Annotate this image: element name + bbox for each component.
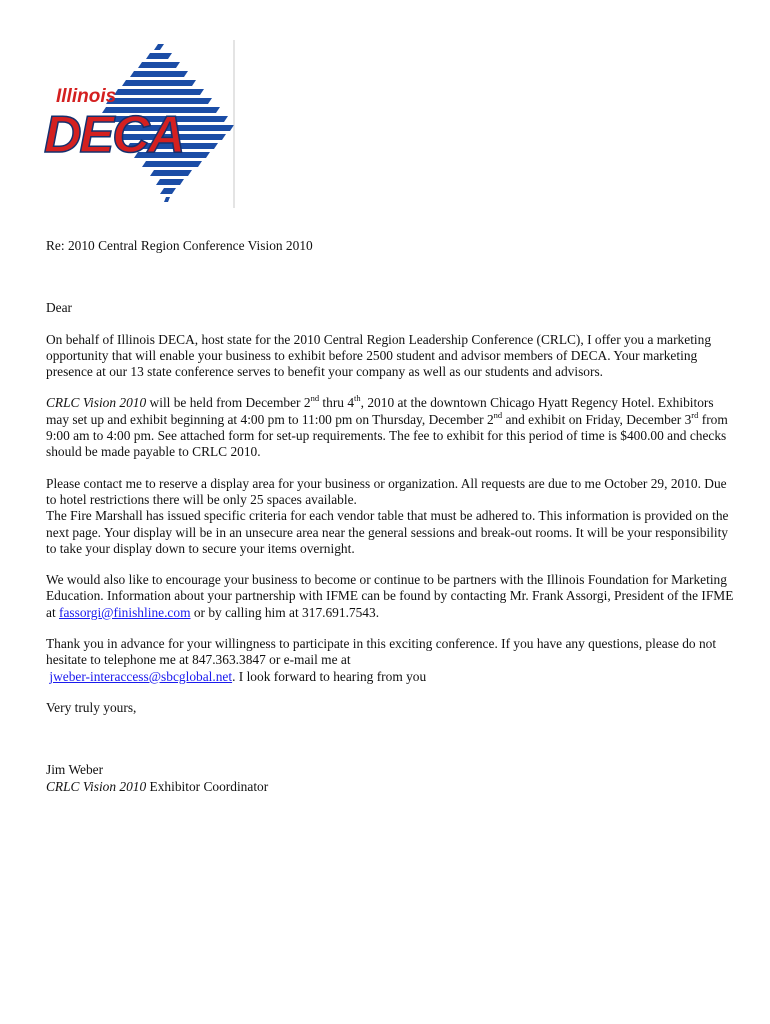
signer-title: CRLC Vision 2010 Exhibitor Coordinator — [46, 778, 269, 794]
coordinator-email-link[interactable]: jweber-interaccess@sbcglobal.net — [49, 668, 233, 684]
letter-body — [46, 238, 736, 795]
deca-diamond-emblem — [40, 40, 240, 212]
paragraph-ifme: We would also like to encourage your business to become or continue to be partners with the Illinois Foundation for Marketing Education. Information about your partnership with IFME can be found by contacting Mr. Frank Assorgi, President of the IFME at fassorgi@finishline.com or by calling him at 317.691.7543. — [46, 572, 734, 620]
ifme-email-link[interactable]: fassorgi@finishline.com — [59, 604, 191, 620]
logo-deca-text: DECA — [44, 106, 184, 164]
paragraph-thanks: Thank you in advance for your willingness to participate in this exciting conference. If you have any questions, please do not hesitate to telephone me at 847.363.3847 or e-mail me at jweber-interaccess@sbcglobal.net. I look forward to hearing from you — [46, 636, 717, 684]
logo-illinois-text: Illinois — [56, 86, 117, 107]
subject-line: Re: 2010 Central Region Conference Vision 2010 — [46, 238, 313, 253]
event-name: CRLC Vision 2010 — [46, 395, 147, 411]
illinois-deca-logo — [40, 40, 240, 212]
paragraph-intro: On behalf of Illinois DECA, host state for the 2010 Central Region Leadership Conference (CRLC), I offer you a marketing opportunity that will enable your business to exhibit before 2500 student and advisor members of DECA. Your marketing presence at our 13 state conference serves to benefit your company as well as our students and advisors. — [46, 331, 712, 380]
signer-name: Jim Weber — [46, 762, 104, 778]
paragraph-event-details: CRLC Vision 2010 will be held from December 2nd thru 4th, 2010 at the downtown Chicago Hyatt Regency Hotel. Exhibitors may set up and exhibit beginning at 4:00 pm to 11:00 pm on Thursday, December 2nd and exhibit on Friday, December 3rd from 9:00 am to 4:00 pm. See attached form for set-up requirements. The fee to exhibit for this period of time is $400.00 and checks should be made payable to CRLC 2010. — [46, 393, 728, 460]
closing: Very truly yours, — [46, 699, 137, 715]
salutation: Dear — [46, 300, 73, 316]
paragraph-reservation: Please contact me to reserve a display area for your business or organization. All requests are due to me October 29, 2010. Due to hotel restrictions there will be only 25 spaces available. The Fire Marshall has issued specific criteria for each vendor table that must be adhered to. This information is provided on the next page. Your display will be in an unsecure area near the general sessions and break-out rooms. It will be your responsibility to take your display down to secure your items overnight. — [46, 475, 729, 556]
